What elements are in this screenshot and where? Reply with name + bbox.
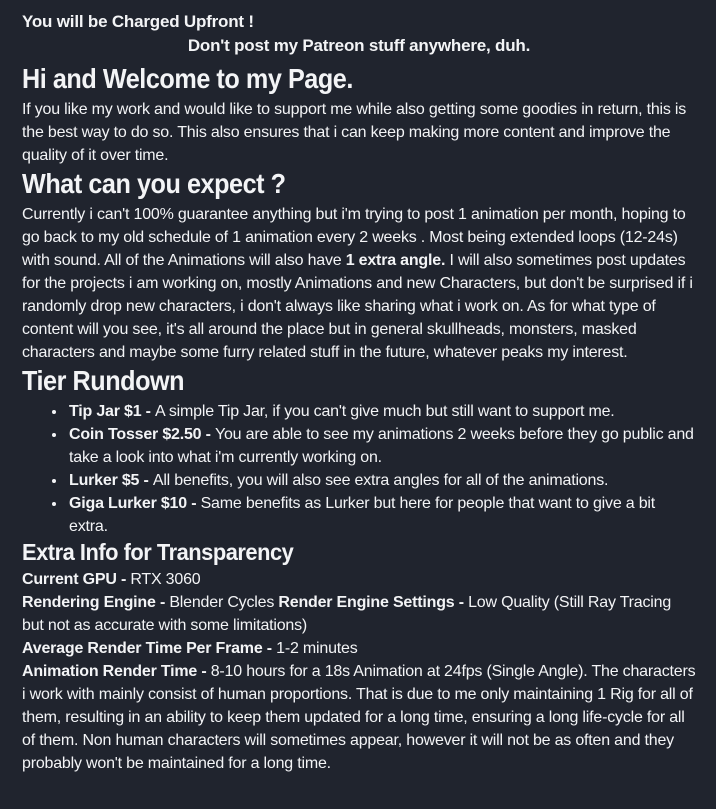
- tier-item-lurker: [67, 469, 696, 492]
- welcome-paragraph: [22, 98, 696, 167]
- text-segment: 8-10 hours for a 18s Animation at 24fps (Single Angle). The characters i work with mainly consist of human proportions. That is due to me only maintaining 1 Rig for all of them, resulting in an ability to keep them updated for a long time, ensuring a long life-cycle for all of them. Non human characters will sometimes appear, however it will not be as often and they probably won't be maintained for a long time.: [22, 663, 696, 772]
- text-segment: Render Engine Settings -: [278, 594, 469, 611]
- text-segment: Animation Render Time -: [22, 663, 211, 680]
- text-segment: Same benefits as Lurker but here for people that want to give a bit extra.: [69, 495, 656, 535]
- tier-item-coin-tosser: [67, 423, 696, 469]
- expect-paragraph: [22, 203, 696, 364]
- text-segment: Current GPU -: [22, 571, 131, 588]
- text-segment: Average Render Time Per Frame -: [22, 640, 277, 657]
- text-segment: Blender Cycles: [169, 594, 279, 611]
- text-segment: Tip Jar $1 -: [69, 403, 156, 420]
- tier-item-giga-lurker: [67, 492, 696, 538]
- text-segment: Lurker $5 -: [69, 472, 153, 489]
- text-segment: 1 extra angle.: [345, 252, 446, 269]
- extra-line-rendering-engine: [22, 591, 696, 637]
- text-segment: Coin Tosser $2.50 -: [69, 426, 215, 443]
- text-segment: 1-2 minutes: [276, 640, 358, 657]
- expect-heading: What can you expect ?: [22, 168, 286, 199]
- text-segment: All benefits, you will also see extra angles for all of the animations.: [152, 472, 609, 489]
- welcome-heading: Hi and Welcome to my Page.: [22, 63, 353, 94]
- no-repost-notice: Don't post my Patreon stuff anywhere, duh.: [187, 36, 531, 55]
- tier-item-tip-jar: [67, 400, 696, 423]
- text-segment: Low Quality (Still Ray Tracing but not as accurate with some limitations): [22, 594, 672, 634]
- text-segment: I will also sometimes post updates for the projects i am working on, mostly Animations and new Characters, but don't be surprised if i randomly drop new characters, i don't always like sharing what i work on. As for what type of content will you see, it's all around the place but in general skullheads, monsters, masked characters and maybe some furry related stuff in the future, whatever peaks my interest.: [22, 252, 693, 361]
- text-segment: Rendering Engine -: [22, 594, 170, 611]
- tier-rundown-heading: Tier Rundown: [22, 365, 185, 396]
- text-segment: If you like my work and would like to support me while also getting some goodies in return, this is the best way to do so. This also ensures that i can keep making more content and improve the quality of it over time.: [22, 101, 687, 164]
- extra-line-animation-render-time: [22, 660, 696, 775]
- text-segment: RTX 3060: [130, 571, 201, 588]
- text-segment: You are able to see my animations 2 weeks before they go public and take a look into what i'm currently working on.: [69, 426, 694, 466]
- extra-info-heading: Extra Info for Transparency: [22, 539, 294, 565]
- text-segment: Giga Lurker $10 -: [69, 495, 201, 512]
- charged-upfront-notice: You will be Charged Upfront !: [22, 12, 254, 31]
- text-segment: A simple Tip Jar, if you can't give much but still want to support me.: [155, 403, 615, 420]
- text-segment: Currently i can't 100% guarantee anything but i'm trying to post 1 animation per month, hoping to go back to my old schedule of 1 animation every 2 weeks . Most being extended loops (12-24s) with sound. All of the Animations will also have: [22, 206, 686, 269]
- extra-line-average-render-time: [22, 637, 696, 660]
- tier-list: [22, 400, 696, 538]
- extra-line-current-gpu: [22, 568, 696, 591]
